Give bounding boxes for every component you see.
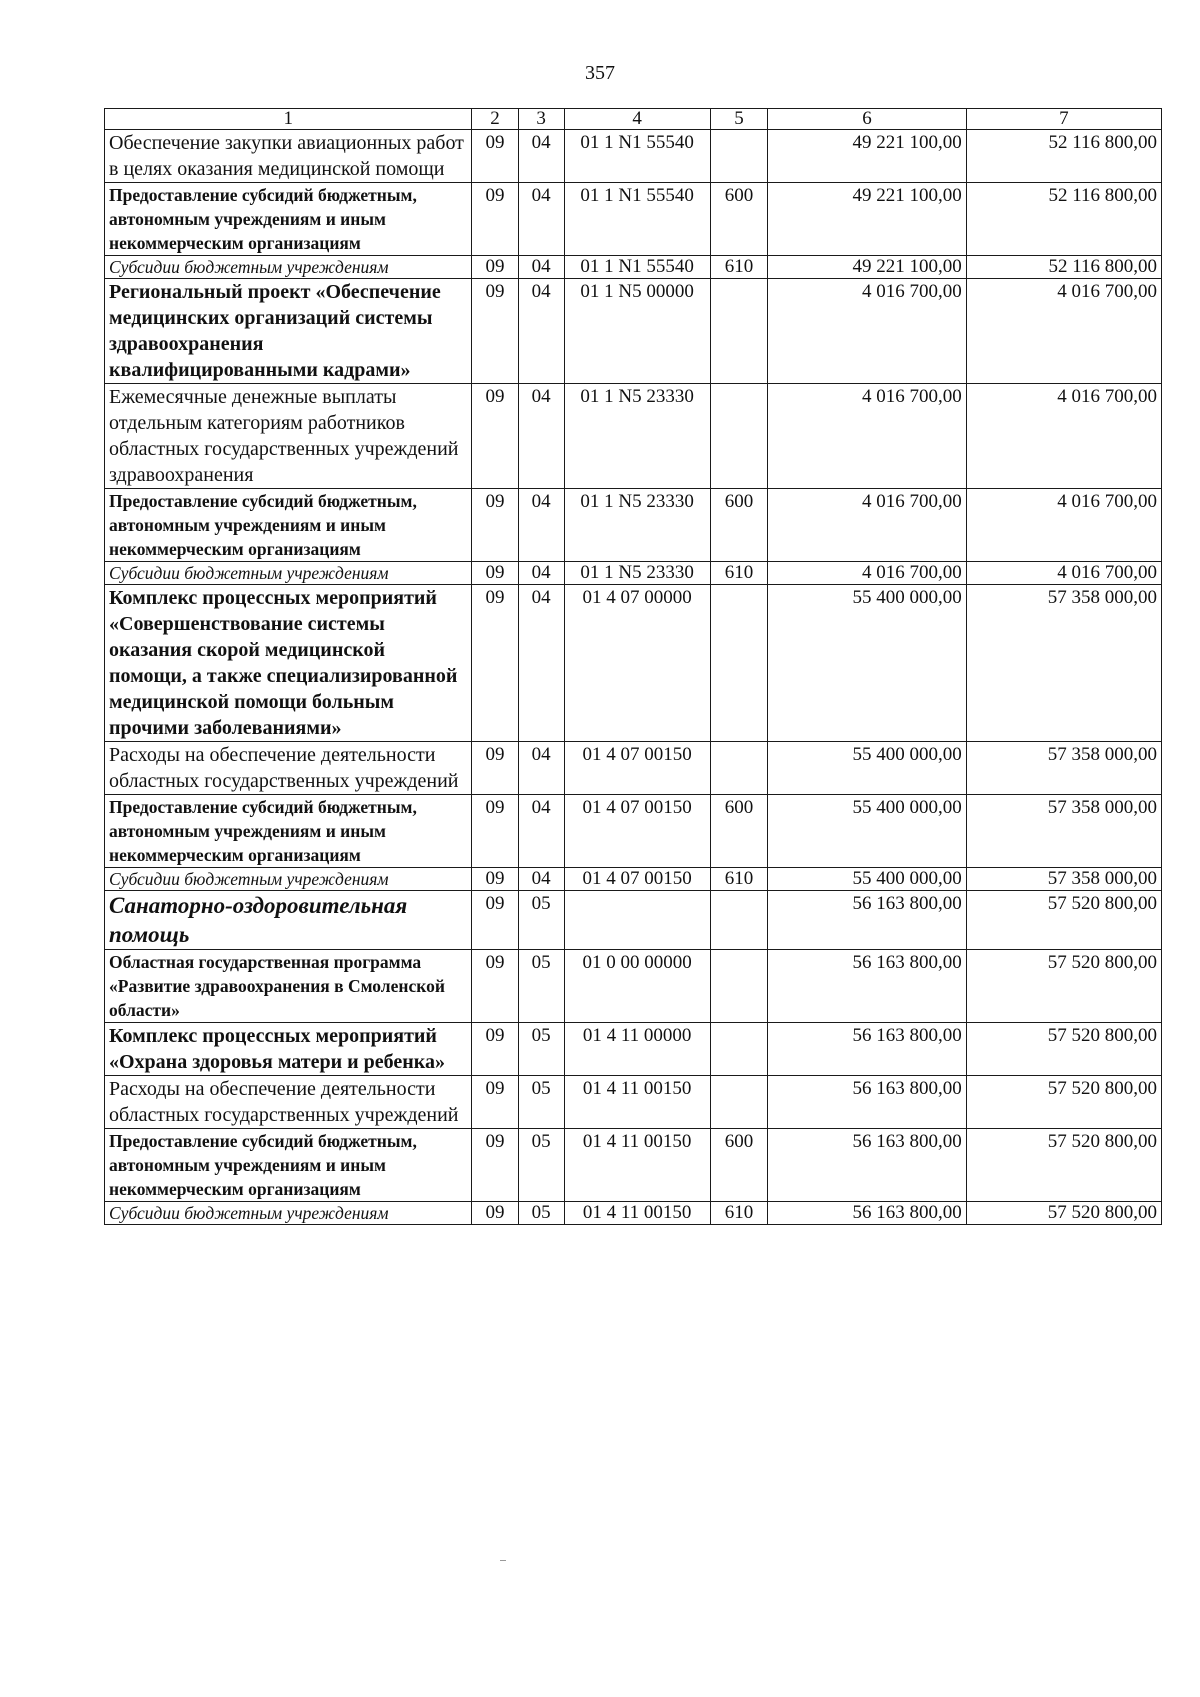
table-row (105, 1076, 1162, 1129)
subsection-code-cell: 05 (518, 1023, 564, 1076)
expense-name-cell: Предоставление субсидий бюджетным, автономным учреждениям и иным некоммерческим организациям (105, 1129, 472, 1202)
expense-type-cell: 610 (710, 1202, 768, 1225)
expense-type-cell: 600 (710, 1129, 768, 1202)
target-article-cell: 01 4 07 00150 (564, 742, 710, 795)
expense-name-cell: Областная государственная программа «Развитие здравоохранения в Смоленской области» (105, 950, 472, 1023)
amount-year2-cell: 57 358 000,00 (966, 868, 1161, 891)
expense-type-cell (710, 585, 768, 742)
table-row (105, 1202, 1162, 1225)
table-row (105, 742, 1162, 795)
subsection-code-cell: 04 (518, 562, 564, 585)
amount-year2-cell: 4 016 700,00 (966, 279, 1161, 384)
amount-year1-cell: 55 400 000,00 (768, 795, 966, 868)
section-code-cell: 09 (472, 585, 518, 742)
section-code-cell: 09 (472, 1076, 518, 1129)
table-row (105, 384, 1162, 489)
amount-year2-cell: 57 520 800,00 (966, 950, 1161, 1023)
expense-name-cell: Региональный проект «Обеспечение медицинских организаций системы здравоохранения квалифицированными кадрами» (105, 279, 472, 384)
amount-year1-cell: 4 016 700,00 (768, 489, 966, 562)
amount-year2-cell: 4 016 700,00 (966, 489, 1161, 562)
section-code-cell: 09 (472, 1023, 518, 1076)
amount-year1-cell: 56 163 800,00 (768, 1129, 966, 1202)
target-article-cell: 01 1 N5 00000 (564, 279, 710, 384)
subsection-code-cell: 04 (518, 795, 564, 868)
subsection-code-cell: 04 (518, 585, 564, 742)
expense-name-cell: Ежемесячные денежные выплаты отдельным категориям работников областных государственных учреждений здравоохранения (105, 384, 472, 489)
column-header: 1 (105, 109, 472, 130)
expense-type-cell (710, 279, 768, 384)
expense-name-cell: Предоставление субсидий бюджетным, автономным учреждениям и иным некоммерческим организациям (105, 489, 472, 562)
amount-year1-cell: 4 016 700,00 (768, 562, 966, 585)
amount-year2-cell: 57 358 000,00 (966, 742, 1161, 795)
target-article-cell: 01 1 N1 55540 (564, 183, 710, 256)
subsection-code-cell: 04 (518, 489, 564, 562)
amount-year1-cell: 55 400 000,00 (768, 585, 966, 742)
table-row (105, 795, 1162, 868)
target-article-cell (564, 891, 710, 950)
subsection-code-cell: 04 (518, 742, 564, 795)
expense-type-cell (710, 130, 768, 183)
subsection-code-cell: 05 (518, 1129, 564, 1202)
target-article-cell: 01 4 07 00150 (564, 868, 710, 891)
subsection-code-cell: 04 (518, 130, 564, 183)
amount-year1-cell: 49 221 100,00 (768, 256, 966, 279)
section-code-cell: 09 (472, 891, 518, 950)
table-row (105, 950, 1162, 1023)
amount-year1-cell: 4 016 700,00 (768, 279, 966, 384)
amount-year1-cell: 56 163 800,00 (768, 891, 966, 950)
expense-name-cell: Комплекс процессных мероприятий «Охрана здоровья матери и ребенка» (105, 1023, 472, 1076)
target-article-cell: 01 4 07 00150 (564, 795, 710, 868)
page-number: 357 (585, 62, 615, 84)
section-code-cell: 09 (472, 489, 518, 562)
table-row (105, 183, 1162, 256)
subsection-code-cell: 05 (518, 1076, 564, 1129)
target-article-cell: 01 4 11 00150 (564, 1129, 710, 1202)
column-header: 6 (768, 109, 966, 130)
amount-year1-cell: 56 163 800,00 (768, 1023, 966, 1076)
amount-year2-cell: 52 116 800,00 (966, 183, 1161, 256)
amount-year1-cell: 56 163 800,00 (768, 1076, 966, 1129)
subsection-code-cell: 04 (518, 183, 564, 256)
expense-name-cell: Расходы на обеспечение деятельности областных государственных учреждений (105, 1076, 472, 1129)
expense-name-cell: Субсидии бюджетным учреждениям (105, 868, 472, 891)
expense-type-cell: 610 (710, 562, 768, 585)
table-row (105, 130, 1162, 183)
amount-year2-cell: 57 520 800,00 (966, 1076, 1161, 1129)
expense-name-cell: Предоставление субсидий бюджетным, автономным учреждениям и иным некоммерческим организациям (105, 183, 472, 256)
subsection-code-cell: 04 (518, 279, 564, 384)
amount-year2-cell: 57 520 800,00 (966, 1202, 1161, 1225)
expense-type-cell (710, 1023, 768, 1076)
section-code-cell: 09 (472, 384, 518, 489)
section-code-cell: 09 (472, 562, 518, 585)
amount-year2-cell: 52 116 800,00 (966, 256, 1161, 279)
table-row (105, 585, 1162, 742)
expense-name-cell: Расходы на обеспечение деятельности областных государственных учреждений (105, 742, 472, 795)
expense-type-cell: 610 (710, 256, 768, 279)
section-code-cell: 09 (472, 950, 518, 1023)
expense-name-cell: Комплекс процессных мероприятий «Совершенствование системы оказания скорой медицинской помощи, а также специализированной медицинской помощи больным прочими заболеваниями» (105, 585, 472, 742)
expense-type-cell (710, 742, 768, 795)
target-article-cell: 01 1 N5 23330 (564, 489, 710, 562)
expense-type-cell (710, 950, 768, 1023)
expense-name-cell: Санаторно-оздоровительная помощь (105, 891, 472, 950)
column-header: 3 (518, 109, 564, 130)
column-header: 2 (472, 109, 518, 130)
amount-year1-cell: 56 163 800,00 (768, 1202, 966, 1225)
table-body (105, 130, 1162, 1225)
column-header: 7 (966, 109, 1161, 130)
table-row (105, 256, 1162, 279)
expense-name-cell: Субсидии бюджетным учреждениям (105, 256, 472, 279)
table-row (105, 279, 1162, 384)
table-row (105, 1129, 1162, 1202)
section-code-cell: 09 (472, 1129, 518, 1202)
expense-name-cell: Субсидии бюджетным учреждениям (105, 562, 472, 585)
subsection-code-cell: 04 (518, 384, 564, 489)
section-code-cell: 09 (472, 742, 518, 795)
amount-year1-cell: 49 221 100,00 (768, 130, 966, 183)
section-code-cell: 09 (472, 256, 518, 279)
subsection-code-cell: 05 (518, 950, 564, 1023)
amount-year1-cell: 55 400 000,00 (768, 868, 966, 891)
table-row (105, 562, 1162, 585)
subsection-code-cell: 04 (518, 868, 564, 891)
amount-year1-cell: 49 221 100,00 (768, 183, 966, 256)
scan-mark (500, 1560, 506, 1561)
section-code-cell: 09 (472, 1202, 518, 1225)
expense-type-cell: 600 (710, 795, 768, 868)
target-article-cell: 01 4 11 00000 (564, 1023, 710, 1076)
section-code-cell: 09 (472, 279, 518, 384)
expense-type-cell: 600 (710, 489, 768, 562)
subsection-code-cell: 05 (518, 891, 564, 950)
expense-name-cell: Обеспечение закупки авиационных работ в целях оказания медицинской помощи (105, 130, 472, 183)
amount-year2-cell: 57 358 000,00 (966, 795, 1161, 868)
table-row (105, 891, 1162, 950)
table-row (105, 489, 1162, 562)
column-number-row (105, 109, 1162, 130)
expense-type-cell: 610 (710, 868, 768, 891)
expense-type-cell (710, 384, 768, 489)
table-row (105, 868, 1162, 891)
target-article-cell: 01 1 N1 55540 (564, 256, 710, 279)
section-code-cell: 09 (472, 183, 518, 256)
expense-type-cell: 600 (710, 183, 768, 256)
section-code-cell: 09 (472, 868, 518, 891)
expense-name-cell: Субсидии бюджетным учреждениям (105, 1202, 472, 1225)
expense-type-cell (710, 1076, 768, 1129)
target-article-cell: 01 4 11 00150 (564, 1202, 710, 1225)
amount-year2-cell: 52 116 800,00 (966, 130, 1161, 183)
amount-year2-cell: 57 358 000,00 (966, 585, 1161, 742)
section-code-cell: 09 (472, 795, 518, 868)
subsection-code-cell: 05 (518, 1202, 564, 1225)
column-header: 4 (564, 109, 710, 130)
amount-year1-cell: 4 016 700,00 (768, 384, 966, 489)
amount-year2-cell: 57 520 800,00 (966, 1129, 1161, 1202)
amount-year1-cell: 56 163 800,00 (768, 950, 966, 1023)
column-header: 5 (710, 109, 768, 130)
amount-year1-cell: 55 400 000,00 (768, 742, 966, 795)
budget-table (104, 108, 1162, 1225)
amount-year2-cell: 57 520 800,00 (966, 1023, 1161, 1076)
target-article-cell: 01 0 00 00000 (564, 950, 710, 1023)
target-article-cell: 01 1 N5 23330 (564, 384, 710, 489)
target-article-cell: 01 1 N1 55540 (564, 130, 710, 183)
target-article-cell: 01 4 07 00000 (564, 585, 710, 742)
expense-type-cell (710, 891, 768, 950)
amount-year2-cell: 4 016 700,00 (966, 384, 1161, 489)
table-row (105, 1023, 1162, 1076)
target-article-cell: 01 4 11 00150 (564, 1076, 710, 1129)
section-code-cell: 09 (472, 130, 518, 183)
amount-year2-cell: 57 520 800,00 (966, 891, 1161, 950)
amount-year2-cell: 4 016 700,00 (966, 562, 1161, 585)
target-article-cell: 01 1 N5 23330 (564, 562, 710, 585)
expense-name-cell: Предоставление субсидий бюджетным, автономным учреждениям и иным некоммерческим организациям (105, 795, 472, 868)
subsection-code-cell: 04 (518, 256, 564, 279)
